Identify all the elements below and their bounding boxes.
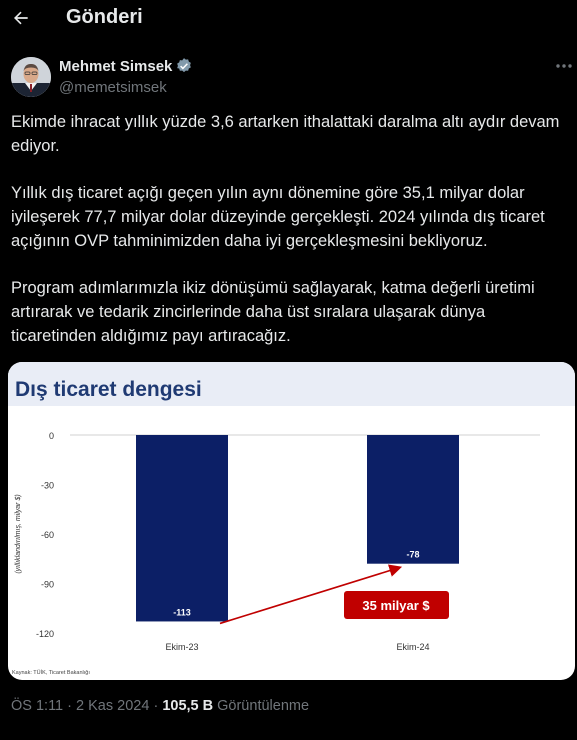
tweet-media-image[interactable] <box>8 362 575 680</box>
more-options-icon[interactable] <box>554 58 574 74</box>
top-bar <box>0 0 577 36</box>
back-button[interactable] <box>6 4 36 32</box>
view-count: 105,5 B <box>162 698 214 714</box>
page-title: Gönderi <box>66 6 143 28</box>
annotation-label: 35 milyar $ <box>362 598 430 613</box>
tweet-text <box>11 110 571 371</box>
x-tick-label: Ekim-23 <box>165 642 199 652</box>
y-tick-label: -30 <box>40 480 54 491</box>
chart-title: Dış ticaret dengesi <box>15 378 202 401</box>
y-tick-label: -60 <box>40 530 54 540</box>
views-label: Görüntülenme <box>217 698 310 714</box>
bar-value-label: -78 <box>406 549 420 560</box>
y-tick-label: -120 <box>35 629 54 639</box>
verified-badge-icon <box>175 57 193 75</box>
author-name[interactable]: Mehmet Simsek <box>59 58 173 75</box>
arrow-left-icon <box>11 8 31 28</box>
tweet-paragraph: Program adımlarımızla ikiz dönüşümü sağlayarak, katma değerli üretimi artırarak ve tedarik zincirlerinde daha üst sıralara ulaşarak dünya ticaretinden aldığımız payı artıracağız. <box>11 279 535 345</box>
tweet-time[interactable]: ÖS 1:11 <box>11 698 64 714</box>
tweet-paragraph: Ekimde ihracat yıllık yüzde 3,6 artarken ithalattaki daralma altı aydır devam ediyor. <box>11 113 560 155</box>
bar-value-label: -113 <box>173 607 191 618</box>
y-tick-label: 0 <box>48 431 54 441</box>
bar-ekim-24 <box>367 435 459 564</box>
meta-separator: · <box>67 698 72 714</box>
tweet-paragraph: Yıllık dış ticaret açığı geçen yılın aynı dönemine göre 35,1 milyar dolar iyileşerek 77,7 milyar dolar düzeyinde gerçekleşti. 2024 yılında dış ticaret açığının OVP tahminimizden daha iyi gerçekleşmesini bekliyoruz. <box>11 184 545 250</box>
bar-ekim-23 <box>136 435 228 621</box>
tweet-date[interactable]: 2 Kas 2024 <box>76 698 150 714</box>
trade-balance-chart <box>8 362 575 680</box>
chart-source-note: Kaynak: TÜİK, Ticaret Bakanlığı <box>12 670 90 676</box>
author-handle[interactable]: @memetsimsek <box>59 79 167 96</box>
avatar-portrait-icon <box>11 57 51 97</box>
avatar[interactable] <box>11 57 51 97</box>
tweet-meta <box>11 698 309 714</box>
x-tick-label: Ekim-24 <box>396 642 430 652</box>
meta-separator: · <box>153 698 159 714</box>
y-axis-label: (yıllıklandırılmış, milyar $) <box>15 494 22 574</box>
y-tick-label: -90 <box>40 579 54 590</box>
